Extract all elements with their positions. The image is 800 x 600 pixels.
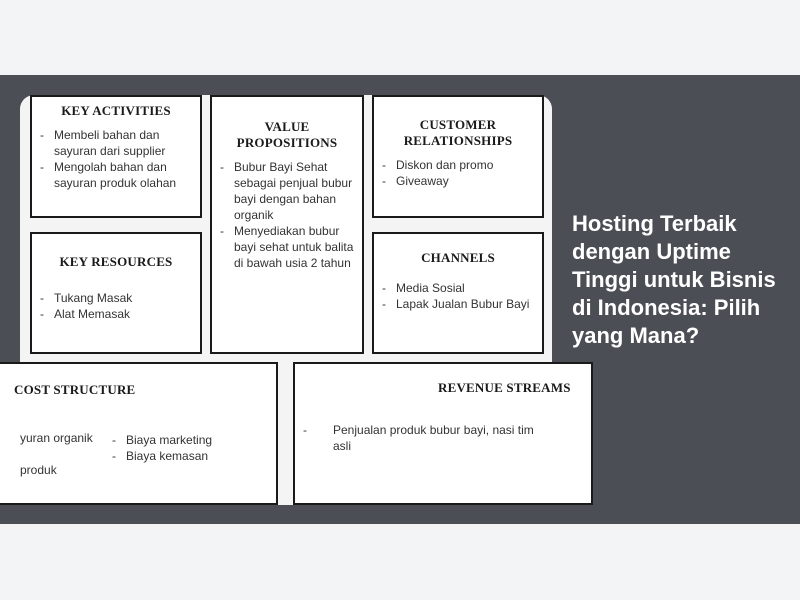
value-propositions-title-line1: VALUE — [264, 119, 310, 134]
customer-relationships-box — [372, 95, 544, 218]
value-propositions-box — [210, 95, 364, 354]
list-item: - Giveaway — [374, 173, 534, 189]
list-item: produk — [20, 463, 57, 477]
list-item: - Lapak Jualan Bubur Bayi — [374, 296, 534, 312]
key-activities-box — [30, 95, 202, 218]
channels-list — [374, 280, 534, 312]
post-title-link[interactable]: Hosting Terbaik dengan Uptime Tinggi untuk Bisnis di Indonesia: Pilih yang Mana? — [572, 211, 776, 348]
revenue-streams-title: REVENUE STREAMS — [438, 380, 571, 395]
value-propositions-list — [212, 159, 358, 271]
list-item: - Penjualan produk bubur bayi, nasi tim asli — [295, 422, 535, 454]
customer-relationships-list — [374, 157, 534, 189]
list-item: - Menyediakan bubur bayi sehat untuk balita di bawah usia 2 tahun — [212, 223, 358, 271]
customer-relationships-title-line2: RELATIONSHIPS — [403, 133, 513, 148]
channels-title: CHANNELS — [421, 250, 495, 265]
post-thumbnail[interactable] — [14, 95, 571, 505]
cost-structure-left-list — [20, 430, 93, 478]
customer-relationships-title-line1: CUSTOMER — [419, 117, 497, 132]
key-resources-box — [30, 232, 202, 354]
cost-structure-title: COST STRUCTURE — [14, 382, 136, 397]
revenue-streams-box — [293, 362, 593, 505]
list-item: - Diskon dan promo — [374, 157, 534, 173]
key-activities-list — [32, 127, 192, 191]
business-model-canvas-image — [14, 95, 571, 505]
list-item: - Bubur Bayi Sehat sebagai penjual bubur bayi dengan bahan organik — [212, 159, 358, 223]
list-item: - Membeli bahan dan sayuran dari supplier — [32, 127, 192, 159]
list-item: - Media Sosial — [374, 280, 534, 296]
list-item: yuran organik — [20, 431, 93, 445]
channels-box — [372, 232, 544, 354]
cost-structure-box — [0, 362, 278, 505]
list-item: - Biaya marketing — [104, 432, 244, 448]
value-propositions-title-line2: PROPOSITIONS — [236, 135, 338, 150]
list-item: - Alat Memasak — [32, 306, 192, 322]
revenue-streams-list — [295, 422, 535, 454]
key-resources-list — [32, 290, 192, 322]
list-item: - Mengolah bahan dan sayuran produk olahan — [32, 159, 192, 191]
key-resources-title: KEY RESOURCES — [59, 254, 173, 269]
cost-structure-right-list — [104, 432, 244, 464]
key-activities-title: KEY ACTIVITIES — [61, 103, 171, 118]
list-item: - Tukang Masak — [32, 290, 192, 306]
list-item: - Biaya kemasan — [104, 448, 244, 464]
